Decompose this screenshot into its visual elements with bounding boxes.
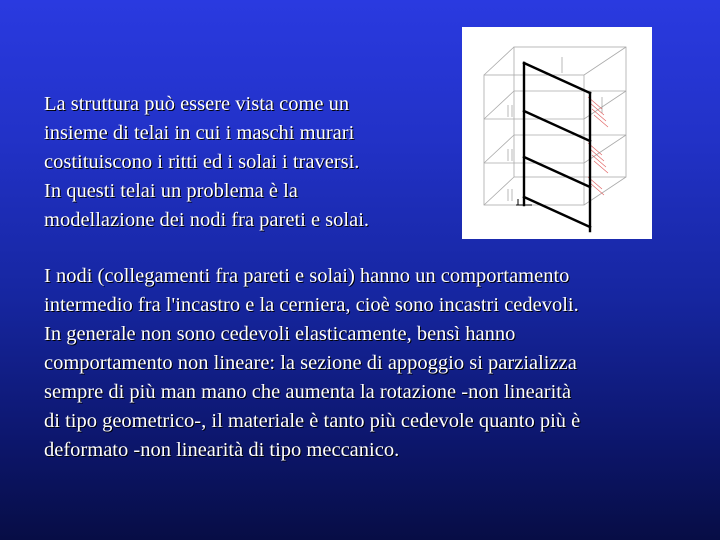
wall-openings — [508, 57, 602, 201]
text-line: costituiscono i ritti ed i solai i traversi. — [44, 151, 360, 173]
text-line: deformato -non linearità di tipo meccanico. — [44, 439, 400, 461]
text-line: di tipo geometrico-, il materiale è tanto più cedevole quanto più è — [44, 410, 581, 432]
text-line: intermedio fra l'incastro e la cerniera, cioè sono incastri cedevoli. — [44, 294, 579, 316]
text-line: In generale non sono cedevoli elasticamente, bensì hanno — [44, 323, 516, 345]
frame-structure-drawing — [462, 27, 652, 239]
text-line: insieme di telai in cui i maschi murari — [44, 122, 355, 144]
frame-members — [524, 63, 590, 231]
text-line: In questi telai un problema è la — [44, 180, 298, 202]
body-paragraph — [44, 262, 580, 465]
frame-structure-figure — [462, 27, 652, 239]
text-line: I nodi (collegamenti fra pareti e solai) hanno un comportamento — [44, 265, 570, 287]
text-line: La struttura può essere vista come un — [44, 93, 350, 115]
text-line: comportamento non lineare: la sezione di appoggio si parzializza — [44, 352, 577, 374]
intro-paragraph — [44, 90, 369, 235]
text-line: sempre di più man mano che aumenta la rotazione -non linearità — [44, 381, 572, 403]
text-line: modellazione dei nodi fra pareti e solai. — [44, 209, 370, 231]
